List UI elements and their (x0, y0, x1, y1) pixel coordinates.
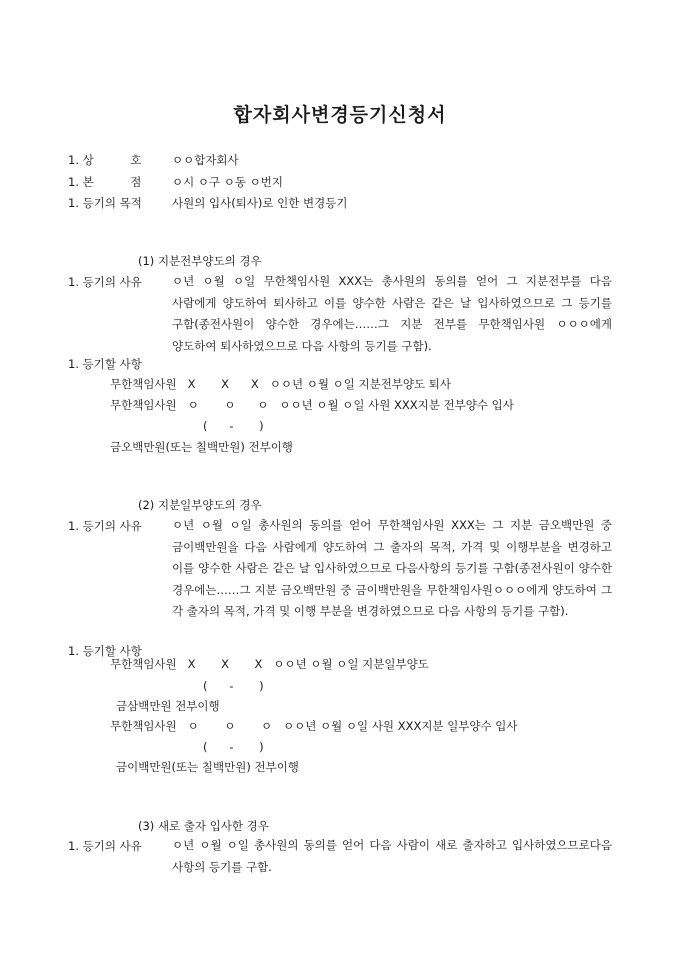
section-2-line-4: 무한책임사원 ㅇ ㅇ ㅇ ㅇㅇ년 ㅇ월 ㅇ일 사원 XXX지분 일부양수 입사 (110, 719, 518, 733)
purpose-label: 1. 등기의 목적 (68, 196, 142, 210)
section-1-line-2: 무한책임사원 ㅇ ㅇ ㅇ ㅇㅇ년 ㅇ월 ㅇ일 사원 XXX지분 전부양수 입사 (110, 398, 514, 412)
section-1-line-3: ( - ) (203, 419, 264, 433)
section-2-line-5: ( - ) (203, 740, 264, 754)
section-3-reason-text: ㅇ년 ㅇ월 ㅇ일 총사원의 동의를 얻어 다음 사람이 새로 출자하고 입사하였으므로다음 사항의 등기를 구함. (172, 838, 612, 874)
section-2-reason-label: 1. 등기의 사유 (68, 519, 142, 533)
section-3-heading: (3) 새로 출자 입사한 경우 (138, 819, 269, 833)
section-1-reason-text: ㅇ년 ㅇ월 ㅇ일 무한책임사원 XXX는 총사원의 동의를 얻어 그 지분전부를 다음 사람에게 양도하여 퇴사하고 이를 양수한 사람은 같은 날 입사하였으므로 그 등기를 구함(종전사원이 양수한 경우에는……그 지분 전부를 무한책임사원 ㅇㅇㅇ에게 양도하여 퇴사하였으므로 다음 사항의 등기를 구함). (172, 274, 612, 353)
section-2-line-3: 금삼백만원 전부이행 (116, 699, 220, 713)
company-value: ㅇㅇ합자회사 (172, 153, 239, 167)
section-1-items-label: 1. 등기할 사항 (68, 357, 142, 371)
section-2-heading: (2) 지분일부양도의 경우 (138, 498, 262, 512)
section-2-line-1: 무한책임사원 X X X ㅇㅇ년 ㅇ월 ㅇ일 지분일부양도 (110, 657, 429, 671)
section-1-heading: (1) 지분전부양도의 경우 (138, 254, 262, 268)
purpose-value: 사원의 입사(퇴사)로 인한 변경등기 (172, 196, 348, 210)
section-3-reason-label: 1. 등기의 사유 (68, 839, 142, 853)
company-label: 1. 상 호 (68, 153, 142, 167)
document-title: 합자회사변경등기신청서 (233, 104, 447, 126)
hq-value: ㅇ시 ㅇ구 ㅇ동 ㅇ번지 (172, 175, 283, 189)
section-1-line-1: 무한책임사원 X X X ㅇㅇ년 ㅇ월 ㅇ일 지분전부양도 퇴사 (110, 377, 451, 391)
hq-label: 1. 본 점 (68, 175, 142, 189)
section-1-line-4: 금오백만원(또는 칠백만원) 전부이행 (110, 440, 293, 454)
section-2-reason-text: ㅇ년 ㅇ월 ㅇ일 총사원의 동의를 얻어 무한책임사원 XXX는 그 지분 금오백만원 중 금이백만원을 다음 사람에게 양도하여 그 출자의 목적, 가격 및 이행부분을 변경하고 이를 양수한 사람은 같은 날 입사하였으므로 다음사항의 등기를 구함(종전사원이 양수한 경우에는……그 지분 금오백만원 중 금이백만원을 무한책임사원ㅇㅇㅇ에게 양도하여 그 각 출자의 목적, 가격 및 이행 부분을 변경하였으므로 다음 사항의 등기를 구함). (172, 518, 612, 618)
section-1-reason-label: 1. 등기의 사유 (68, 275, 142, 289)
section-2-line-6: 금이백만원(또는 칠백만원) 전부이행 (116, 760, 299, 774)
section-2-items-label: 1. 등기할 사항 (68, 644, 142, 658)
section-2-line-2: ( - ) (203, 679, 264, 693)
